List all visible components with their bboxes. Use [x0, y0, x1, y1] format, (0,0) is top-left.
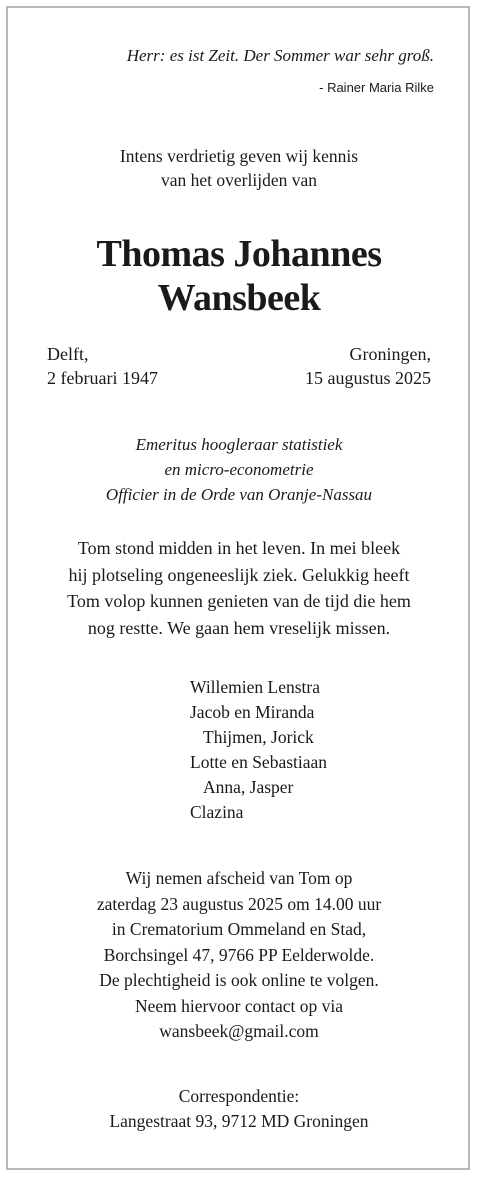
family-member: Jacob en Miranda: [190, 702, 315, 722]
title-line: en micro-econometrie: [164, 460, 314, 479]
family-list: [190, 675, 327, 825]
title-line: Emeritus hoogleraar statistiek: [135, 435, 343, 454]
name-line-last: Wansbeek: [157, 277, 321, 319]
farewell-line: Neem hiervoor contact op via: [135, 995, 343, 1016]
birth-place: Delft,: [47, 344, 89, 364]
contact-email: wansbeek@gmail.com: [159, 1021, 319, 1041]
farewell-line: Wij nemen afscheid van Tom op: [125, 868, 353, 888]
birth-info: [47, 342, 158, 390]
farewell-details: [0, 866, 478, 1045]
honorary-titles: [0, 432, 478, 507]
intro-line: Intens verdrietig geven wij kennis: [119, 146, 359, 166]
family-member: Lotte en Sebastiaan: [190, 752, 328, 772]
story-line: Tom stond midden in het leven. In mei bleek: [77, 538, 401, 558]
rilke-quote: Herr: es ist Zeit. Der Sommer war sehr groß.: [126, 46, 434, 65]
intro-line: van het overlijden van: [161, 170, 317, 190]
story-line: hij plotseling ongeneeslijk ziek. Gelukkig heeft: [68, 564, 410, 585]
family-member: Clazina: [190, 802, 244, 822]
intro-text: [0, 144, 478, 192]
farewell-line: zaterdag 23 augustus 2025 om 14.00 uur: [96, 893, 382, 914]
farewell-line: in Crematorium Ommeland en Stad,: [111, 919, 367, 939]
correspondence: [0, 1084, 478, 1134]
deceased-name: [0, 232, 478, 320]
death-place: Groningen,: [349, 344, 431, 364]
farewell-line: Borchsingel 47, 9766 PP Eelderwolde.: [103, 944, 375, 965]
family-member: Thijmen, Jorick: [203, 727, 314, 747]
correspondence-address: Langestraat 93, 9712 MD Groningen: [109, 1111, 369, 1131]
name-line-first: Thomas Johannes: [96, 233, 382, 275]
death-info: [305, 342, 431, 390]
farewell-line: De plechtigheid is ook online te volgen.: [99, 970, 379, 990]
birth-date: 2 februari 1947: [47, 368, 158, 388]
title-line: Officier in de Orde van Oranje-Nassau: [105, 485, 373, 504]
correspondence-label: Correspondentie:: [178, 1086, 300, 1106]
story-line: nog restte. We gaan hem vreselijk missen.: [87, 617, 391, 638]
story-paragraph: [0, 535, 478, 641]
quote-author: - Rainer Maria Rilke: [319, 80, 434, 95]
family-member: Anna, Jasper: [203, 777, 294, 797]
family-member: Willemien Lenstra: [190, 677, 321, 697]
story-line: Tom volop kunnen genieten van de tijd die hem: [67, 591, 411, 611]
death-date: 15 augustus 2025: [305, 368, 431, 388]
